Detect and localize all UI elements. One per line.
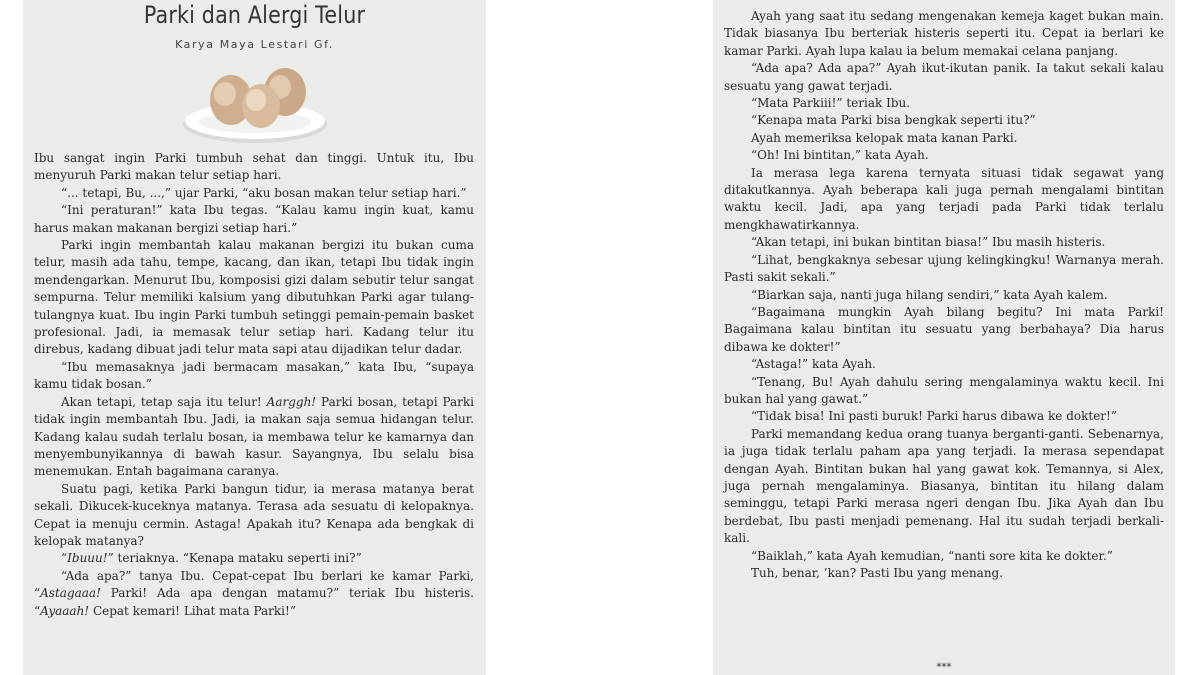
- paragraph: “Baiklah,” kata Ayah kemudian, “nanti sore kita ke dokter.”: [751, 548, 1113, 563]
- paragraph: “Bagaimana mungkin Ayah bilang begitu? Ini mata Parki! Bagaimana kalau bintitan itu sesuatu yang berbahaya? Dia harus dibawa ke dokter!”: [724, 304, 1164, 354]
- paragraph: Tuh, benar, ’kan? Pasti Ibu yang menang.: [751, 566, 1004, 580]
- story-title: Parki dan Alergi Telur: [143, 1, 366, 29]
- paragraph: [34, 550, 474, 567]
- paragraph: “Lihat, bengkaknya sebesar ujung kelingkingku! Warnanya merah. Pasti sakit sekali.”: [724, 252, 1164, 285]
- paragraph: Ibu sangat ingin Parki tumbuh sehat dan tinggi. Untuk itu, Ibu menyuruh Parki makan telur setiap hari.: [34, 151, 474, 183]
- paragraph: Ia merasa lega karena ternyata situasi tidak segawat yang ditakutkannya. Ayah beberapa kali juga pernah mengalami bintitan waktu kecil. Jadi, apa yang terjadi pada Parki tidak terlalu mengkhawatirkannya.: [724, 165, 1164, 232]
- paragraph: “Kenapa mata Parki bisa bengkak seperti itu?”: [751, 113, 1036, 128]
- emphasis-text: Astagaaa!: [40, 586, 101, 601]
- text-run: Parki! Ada apa dengan matamu?” teriak Ibu histeris. “: [34, 586, 474, 618]
- paragraph: Parki memandang kedua orang tuanya berganti-ganti. Sebenarnya, ia juga tidak terlalu paham apa yang terjadi. Ia merasa sependapat dengan Ayah. Bintitan bukan hal yang gawat kok. Temannya, si Alex, juga pernah mengalaminya. Biasanya, bintitan itu hilang dalam seminggu, tetapi Parki merasa ngeri dengan Ibu. Jika Ayah dan Ibu berdebat, Ibu pasti menjadi pemenang. Hal itu sudah terjadi berkali-kali.: [724, 426, 1164, 546]
- paragraph: “Mata Parkiii!” teriak Ibu.: [751, 96, 911, 111]
- paragraph: Ayah yang saat itu sedang mengenakan kemeja kaget bukan main. Tidak biasanya Ibu berteriak histeris seperti itu. Cepat ia berlari ke kamar Parki. Ayah lupa kalau ia belum memakai celana panjang.: [724, 9, 1164, 58]
- paragraph: “Tenang, Bu! Ayah dahulu sering mengalaminya waktu kecil. Ini bukan hal yang gawat.”: [724, 374, 1164, 406]
- text-run: “Ada apa?” tanya Ibu. Cepat-cepat Ibu berlari ke kamar Parki, “: [34, 568, 474, 601]
- paragraph: “Akan tetapi, ini bukan bintitan biasa!” Ibu masih histeris.: [751, 235, 1106, 250]
- paragraph: “Tidak bisa! Ini pasti buruk! Parki harus dibawa ke dokter!”: [751, 409, 1117, 424]
- paragraph: [34, 394, 474, 481]
- eggs-on-plate-illustration: [155, 60, 355, 144]
- paragraph: “Ini peraturan!” kata Ibu tegas. “Kalau kamu ingin kuat, kamu harus makan makanan bergizi setiap hari.”: [34, 203, 474, 235]
- paragraph: Ayah memeriksa kelopak mata kanan Parki.: [751, 130, 1018, 145]
- paragraph: “Biarkan saja, nanti juga hilang sendiri,” kata Ayah kalem.: [751, 287, 1108, 302]
- paragraph: Parki ingin membantah kalau makanan bergizi itu bukan cuma telur, masih ada tahu, tempe, kacang, dan ikan, tetapi Ibu tidak ingin mendengarkan. Menurut Ibu, komposisi gizi dalam sebutir telur sangat sempurna. Telur memiliki kalsium yang dibutuhkan Parki agar tulang-tulangnya kuat. Ibu ingin Parki tumbuh setinggi pemain-pemain basket profesional. Jadi, ia memasak telur setiap hari. Kadang telur itu direbus, kadang dibuat jadi telur mata sapi atau dijadikan telur dadar.: [34, 238, 474, 357]
- paragraph: “Astaga!” kata Ayah.: [751, 357, 876, 372]
- paragraph: “Ibu memasaknya jadi bermacam masakan,” kata Ibu, “supaya kamu tidak bosan.”: [34, 359, 474, 392]
- text-run: “: [61, 551, 68, 566]
- section-break: ***: [936, 662, 952, 673]
- emphasis-text: Ibuuu!: [67, 551, 108, 566]
- paragraph: “Oh! Ini bintitan,” kata Ayah.: [751, 148, 929, 163]
- paragraph: “... tetapi, Bu, ...,” ujar Parki, “aku bosan makan telur setiap hari.”: [61, 185, 467, 200]
- paragraph: Suatu pagi, ketika Parki bangun tidur, ia merasa matanya berat sekali. Dikucek-kuceknya matanya. Terasa ada sesuatu di kelopaknya. Cepat ia menuju cermin. Astaga! Apakah itu? Kenapa ada bengkak di kelopak matanya?: [34, 481, 474, 548]
- text-run: Parki bosan, tetapi Parki tidak ingin membantah Ibu. Jadi, ia makan saja semua hidangan telur. Kadang kalau sudah terlalu bosan, ia membawa telur ke kamarnya dan menyembunyikannya di bawah kasur. Sayangnya, Ibu selalu bisa menemukan. Entah bagaimana caranya.: [34, 394, 474, 479]
- right-page-text: [724, 8, 1164, 582]
- emphasis-text: Ayaaah!: [40, 603, 90, 618]
- text-run: Cepat kemari! Lihat mata Parki!”: [89, 603, 296, 618]
- paragraph: [34, 568, 474, 620]
- left-page-text: [34, 150, 474, 620]
- paragraph: “Ada apa? Ada apa?” Ayah ikut-ikutan panik. Ia takut sekali kalau sesuatu yang gawat terjadi.: [724, 61, 1164, 93]
- text-run: Akan tetapi, tetap saja itu telur!: [61, 394, 267, 409]
- left-page: [23, 0, 486, 675]
- story-author: Karya Maya Lestari Gf.: [175, 38, 334, 51]
- right-page: [713, 0, 1175, 675]
- text-run: ” teriaknya. “Kenapa mataku seperti ini?”: [107, 551, 362, 566]
- emphasis-text: Aarggh!: [266, 394, 317, 409]
